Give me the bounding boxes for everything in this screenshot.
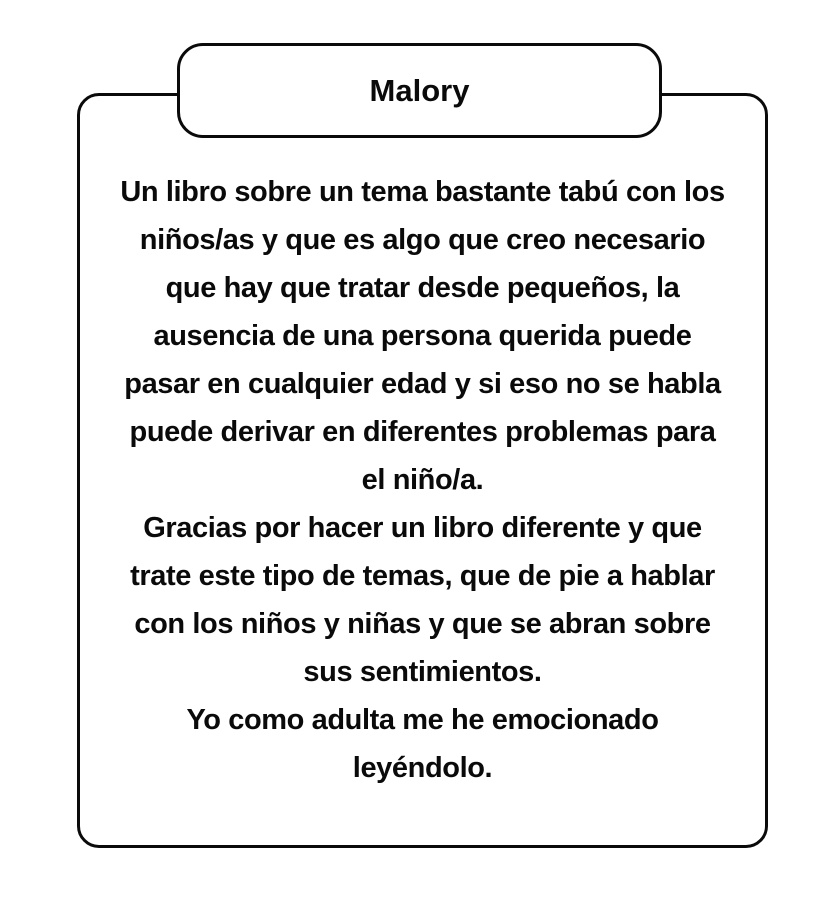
testimonial-card <box>77 93 768 848</box>
card-title: Malory <box>369 72 470 108</box>
testimonial-body <box>80 96 765 845</box>
title-tab <box>177 43 662 138</box>
testimonial-paragraph: Yo como adulta me he emocionado leyéndolo. <box>186 704 659 784</box>
testimonial-paragraph: Gracias por hacer un libro diferente y que trate este tipo de temas, que de pie a hablar con los niños y niñas y que se abran sobre sus sentimientos. <box>130 512 715 688</box>
testimonial-paragraph: Un libro sobre un tema bastante tabú con los niños/as y que es algo que creo necesario que hay que tratar desde pequeños, la ausencia de una persona querida puede pasar en cualquier edad y si eso no se habla puede derivar en diferentes problemas para el niño/a. <box>120 176 725 496</box>
